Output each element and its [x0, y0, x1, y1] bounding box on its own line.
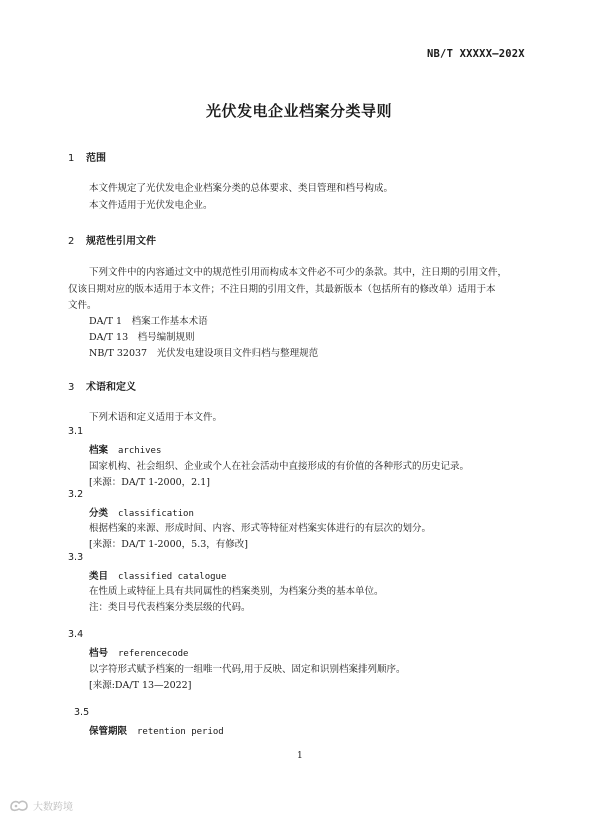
section-number: 2 — [68, 236, 75, 247]
paragraph: 本文件规定了光伏发电企业档案分类的总体要求、类目管理和档号构成。 — [89, 183, 394, 194]
term-en: classification — [118, 509, 194, 519]
term-en: classified catalogue — [118, 572, 227, 582]
term-source: [来源:DA/T 13—2022] — [89, 680, 192, 691]
section-title: 术语和定义 — [86, 382, 136, 393]
term-zh: 保管期限 — [89, 726, 128, 737]
term-en: retention period — [137, 727, 224, 737]
watermark-logo-icon — [8, 797, 30, 813]
term-definition: 在性质上或特征上具有共同属性的档案类别，为档案分类的基本单位。 — [89, 586, 384, 597]
section-number: 1 — [68, 153, 75, 164]
term-note: 注：类目号代表档案分类层级的代码。 — [89, 602, 251, 613]
term-definition: 根据档案的来源、形成时间、内容、形式等特征对档案实体进行的有层次的划分。 — [89, 523, 432, 534]
term-entry — [89, 723, 224, 737]
clause-number: 3.5 — [74, 707, 90, 718]
term-definition: 以字符形式赋予档案的一组唯一代码,用于反映、固定和识别档案排列顺序。 — [89, 664, 406, 675]
paragraph: 本文件适用于光伏发电企业。 — [89, 200, 213, 211]
section-2-heading — [68, 232, 156, 247]
term-definition: 国家机构、社会组织、企业或个人在社会活动中直接形成的有价值的各种形式的历史记录。 — [89, 461, 470, 472]
section-3-heading — [68, 378, 136, 393]
watermark — [8, 797, 73, 813]
clause-number: 3.2 — [68, 489, 84, 500]
term-zh: 分类 — [89, 508, 109, 519]
term-entry — [89, 645, 188, 659]
paragraph-line: 下列文件中的内容通过文中的规范性引用而构成本文件必不可少的条款。其中，注日期的引用文件， — [89, 267, 508, 278]
term-entry — [89, 442, 161, 456]
section-number: 3 — [68, 382, 75, 393]
document-title: 光伏发电企业档案分类导则 — [206, 102, 393, 120]
clause-number: 3.3 — [68, 552, 84, 563]
section-title: 范围 — [86, 153, 106, 164]
page-number: 1 — [297, 751, 303, 761]
reference-item: NB/T 32037 光伏发电建设项目文件归档与整理规范 — [89, 348, 319, 359]
watermark-text: 大数跨境 — [33, 801, 73, 813]
term-source: [来源：DA/T 1-2000，5.3，有修改] — [89, 539, 248, 550]
paragraph: 下列术语和定义适用于本文件。 — [89, 412, 223, 423]
term-zh: 档案 — [89, 445, 109, 456]
term-zh: 类目 — [89, 571, 109, 582]
section-1-heading — [68, 149, 106, 164]
clause-number: 3.4 — [68, 629, 84, 640]
term-source: [来源：DA/T 1-2000，2.1] — [89, 477, 210, 488]
term-en: referencecode — [118, 649, 189, 659]
reference-item: DA/T 1 档案工作基本术语 — [89, 316, 208, 327]
paragraph-line: 文件。 — [68, 300, 97, 311]
term-en: archives — [118, 446, 162, 456]
term-entry — [89, 568, 226, 582]
term-zh: 档号 — [89, 648, 109, 659]
term-entry — [89, 505, 194, 519]
paragraph-line: 仅该日期对应的版本适用于本文件；不注日期的引用文件，其最新版本（包括所有的修改单）适用于本 — [68, 284, 496, 295]
clause-number: 3.1 — [68, 426, 84, 437]
section-title: 规范性引用文件 — [86, 236, 156, 247]
standard-number: NB/T XXXXX—202X — [427, 48, 525, 60]
reference-item: DA/T 13 档号编制规则 — [89, 332, 195, 343]
